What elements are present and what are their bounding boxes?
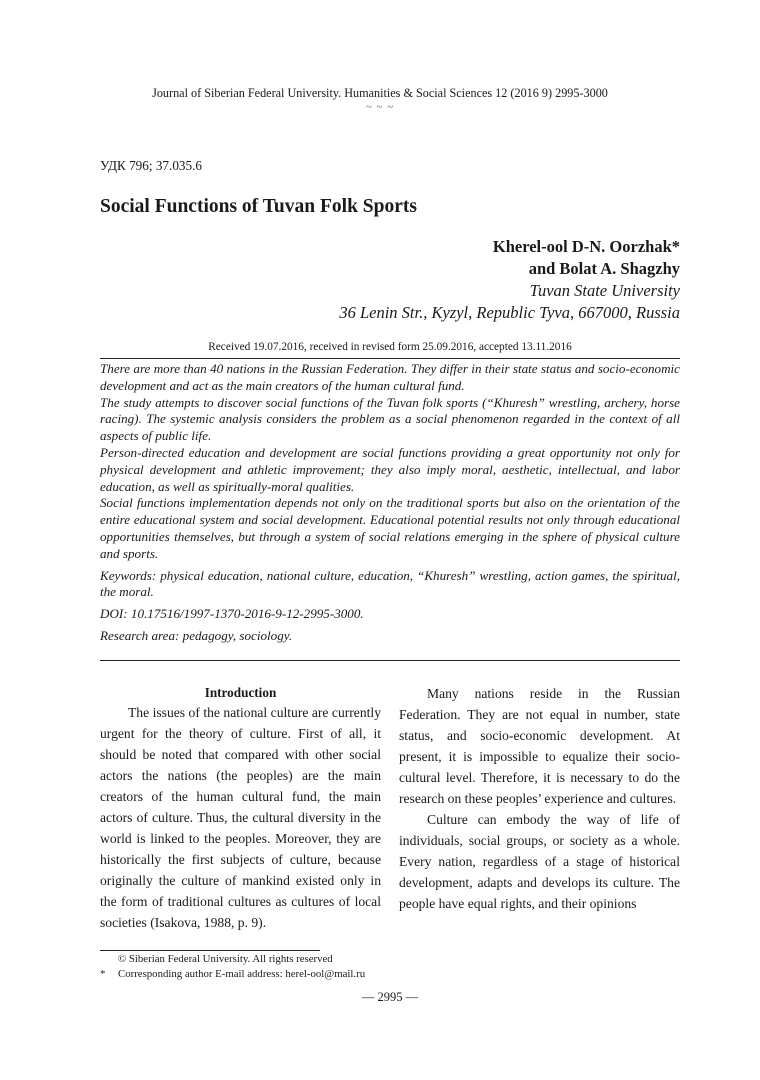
body-paragraph: The issues of the national culture are currently urgent for the theory of culture. First of all, it should be noted that compared with other social actors the nations (the peoples) are the main creators of the human cultural fund, the main actors of culture. Thus, the cultural diversity in the world is linked to the peoples. Moreover, they are historically the first subjects of culture, because originally the culture of mankind existed only in the form of traditional cultures as cultures of local societies (Isakova, 1988, p. 9). [100,705,381,930]
body-paragraph: Many nations reside in the Russian Federation. They are not equal in number, state status, and socio-economic development. At present, it is impossible to equalize their socio-cultural level. Therefore, it is necessary to do the research on these peoples’ experience and cultures. [399,686,680,806]
author-affiliation: Tuvan State University [529,281,680,300]
corresponding-author-note: Corresponding author E-mail address: herel-ool@mail.ru [118,967,366,980]
research-area: Research area: pedagogy, sociology. [100,627,293,643]
section-heading-introduction: Introduction [204,685,277,700]
doi: DOI: 10.17516/1997-1370-2016-9-12-2995-3000. [100,606,364,622]
abstract-paragraph: The study attempts to discover social functions of the Tuvan folk sports (“Khuresh” wrestling, archery, horse racing). The systemic analysis considers the problem as a social phenomenon regarded in the context of all aspects of public life. [100,394,680,444]
abstract [100,361,680,645]
body-column-right [399,683,680,914]
author-address: 36 Lenin Str., Kyzyl, Republic Tyva, 667000, Russia [339,303,680,322]
journal-header: Journal of Siberian Federal University. Humanities & Social Sciences 12 (2016 9) 2995-3000 [152,86,608,100]
abstract-paragraph: There are more than 40 nations in the Russian Federation. They differ in their state status and socio-economic development and act as the main creators of the human cultural fund. [100,361,680,393]
author-block [339,236,680,324]
keywords: Keywords: physical education, national culture, education, “Khuresh” wrestling, action games, the spiritual, the moral. [100,567,680,600]
abstract-top-rule [100,358,680,359]
author-line-2: and Bolat A. Shagzhy [528,259,680,278]
footnote-rule [100,950,320,951]
header-ornament: ~ ~ ~ [365,101,395,113]
page-number: — 2995 — [361,990,419,1004]
received-dates: Received 19.07.2016, received in revised form 25.09.2016, accepted 13.11.2016 [208,341,572,353]
footnotes [100,952,365,981]
body-column-left [100,683,381,933]
abstract-bottom-rule [100,660,680,661]
author-line-1: Kherel-ool D-N. Oorzhak* [492,237,680,256]
abstract-paragraph: Social functions implementation depends not only on the traditional sports but also on the orientation of the entire educational system and social development. Educational potential results not only through educational opportunities themselves, but through a system of social relations emerging in the sphere of physical culture and sports. [100,495,680,561]
udk-code: УДК 796; 37.035.6 [100,158,202,173]
article-title: Social Functions of Tuvan Folk Sports [100,196,417,217]
copyright-note: © Siberian Federal University. All rights reserved [118,953,333,965]
body-paragraph: Culture can embody the way of life of individuals, social groups, or society as a whole. Every nation, regardless of a stage of historical development, adapts and develops its culture. The people have equal rights, and their opinions [399,812,680,911]
footnote-star: * [100,967,106,980]
abstract-paragraph: Person-directed education and development are social functions providing a great opportunity not only for physical development and athletic improvement; they also imply moral, aesthetic, intellectual, and labor education, as well as spiritually-moral qualities. [100,444,680,494]
